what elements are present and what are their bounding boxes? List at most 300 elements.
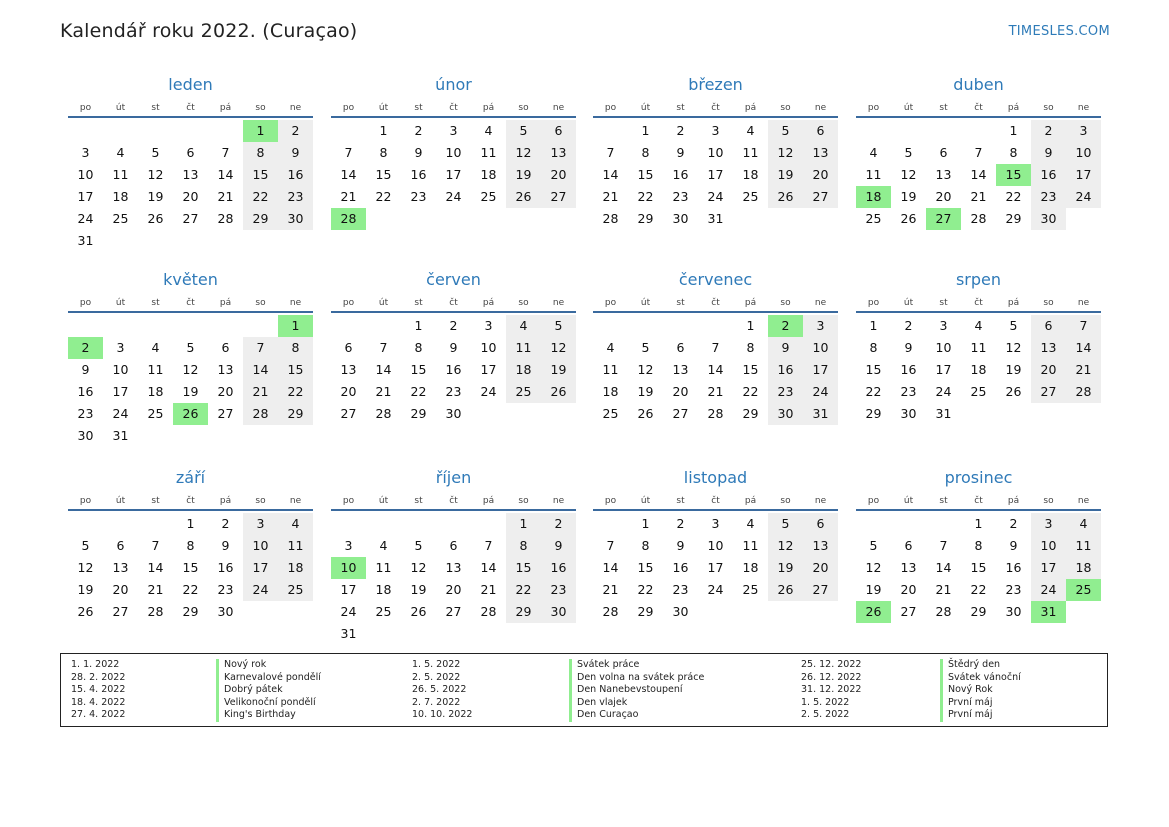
day-cell: 16: [1031, 164, 1066, 186]
weekday-label: čt: [974, 298, 983, 308]
weekday-label: pá: [482, 298, 495, 308]
day-cell: 6: [116, 538, 125, 553]
day-cell: 27: [340, 406, 357, 421]
day-cell: 3: [116, 340, 125, 355]
day-cell: 24: [1066, 186, 1101, 208]
empty-cell: [103, 120, 138, 142]
day-cell: 1: [186, 516, 195, 531]
day-cell: 26: [506, 186, 541, 208]
holiday-day-cell: 27: [926, 208, 961, 230]
day-cell: 20: [340, 384, 357, 399]
day-cell: 17: [1031, 557, 1066, 579]
empty-cell: [1031, 403, 1066, 425]
month-name: listopad: [683, 468, 748, 487]
day-cell: 16: [77, 384, 94, 399]
day-cell: 14: [970, 167, 987, 182]
day-cell: 30: [278, 208, 313, 230]
day-cell: 14: [217, 167, 234, 182]
day-cell: 19: [410, 582, 427, 597]
empty-cell: [506, 623, 541, 645]
day-cell: 5: [541, 315, 576, 337]
day-cell: 15: [970, 560, 987, 575]
legend-holiday-name: První máj: [940, 709, 1021, 722]
week-row: [331, 208, 576, 230]
day-cell: 9: [1031, 142, 1066, 164]
weekday-label: út: [640, 103, 651, 113]
day-cell: 30: [672, 604, 689, 619]
weekday-label: út: [640, 496, 651, 506]
week-row: [593, 359, 838, 381]
day-cell: 29: [637, 211, 654, 226]
empty-cell: [68, 315, 103, 337]
day-cell: 23: [541, 579, 576, 601]
weekday-label: pá: [1007, 103, 1020, 113]
day-cell: 19: [768, 164, 803, 186]
weekday-label: pá: [1007, 298, 1020, 308]
day-cell: 3: [1066, 120, 1101, 142]
empty-cell: [768, 601, 803, 623]
week-row: [856, 337, 1101, 359]
day-cell: 26: [541, 381, 576, 403]
day-cell: 27: [217, 406, 234, 421]
day-cell: 9: [768, 337, 803, 359]
week-row: [331, 315, 576, 337]
day-cell: 23: [672, 582, 689, 597]
weekday-label: st: [676, 103, 685, 113]
empty-cell: [138, 425, 173, 447]
weekday-label: st: [414, 103, 423, 113]
empty-cell: [243, 425, 278, 447]
day-cell: 11: [602, 362, 619, 377]
weekday-label: út: [903, 103, 914, 113]
week-row: [331, 623, 576, 645]
day-cell: 21: [375, 384, 392, 399]
day-cell: 5: [506, 120, 541, 142]
week-row: [68, 315, 313, 337]
holiday-day-cell: 18: [856, 186, 891, 208]
empty-cell: [471, 403, 506, 425]
legend-holiday-name: Štědrý den: [940, 659, 1021, 672]
legend-date: 1. 1. 2022: [71, 659, 120, 670]
day-cell: 11: [970, 340, 987, 355]
day-cell: 28: [707, 406, 724, 421]
day-cell: 4: [869, 145, 878, 160]
month-5: [68, 269, 313, 447]
day-cell: 29: [742, 406, 759, 421]
day-cell: 16: [541, 557, 576, 579]
month-8: [856, 269, 1101, 425]
day-cell: 24: [1031, 579, 1066, 601]
month-2: [331, 74, 576, 230]
day-cell: 1: [746, 318, 755, 333]
week-row: [68, 425, 313, 447]
day-cell: 19: [541, 359, 576, 381]
day-cell: 23: [672, 189, 689, 204]
weekday-label: ne: [814, 298, 827, 308]
day-cell: 19: [637, 384, 654, 399]
week-row: [593, 403, 838, 425]
day-cell: 2: [278, 120, 313, 142]
day-cell: 29: [506, 601, 541, 623]
day-cell: 5: [768, 120, 803, 142]
holiday-day-cell: 1: [243, 120, 278, 142]
empty-cell: [541, 403, 576, 425]
day-cell: 22: [637, 189, 654, 204]
day-cell: 21: [340, 189, 357, 204]
day-cell: 25: [602, 406, 619, 421]
week-row: [856, 403, 1101, 425]
day-cell: 4: [116, 145, 125, 160]
day-cell: 21: [935, 582, 952, 597]
weekday-label: so: [518, 103, 529, 113]
day-cell: 1: [414, 318, 423, 333]
day-cell: 2: [541, 513, 576, 535]
day-cell: 4: [151, 340, 160, 355]
empty-cell: [593, 513, 628, 535]
empty-cell: [243, 601, 278, 623]
day-cell: 1: [641, 516, 650, 531]
day-cell: 5: [1009, 318, 1018, 333]
day-cell: 1: [974, 516, 983, 531]
weekday-label: út: [378, 496, 389, 506]
day-cell: 9: [1009, 538, 1018, 553]
month-1: [68, 74, 313, 252]
day-cell: 31: [340, 626, 357, 641]
day-cell: 30: [900, 406, 917, 421]
day-cell: 2: [449, 318, 458, 333]
day-cell: 19: [865, 582, 882, 597]
day-cell: 26: [410, 604, 427, 619]
day-cell: 19: [77, 582, 94, 597]
day-cell: 19: [900, 189, 917, 204]
legend-names-col-1: [216, 659, 321, 722]
day-cell: 22: [278, 381, 313, 403]
week-row: [68, 186, 313, 208]
day-cell: 25: [278, 579, 313, 601]
day-cell: 2: [676, 123, 685, 138]
day-cell: 31: [77, 233, 94, 248]
month-name: duben: [953, 75, 1004, 94]
day-cell: 18: [742, 560, 759, 575]
day-cell: 16: [672, 560, 689, 575]
day-cell: 24: [935, 384, 952, 399]
day-cell: 10: [1066, 142, 1101, 164]
empty-cell: [663, 315, 698, 337]
weekday-label: ne: [1077, 298, 1090, 308]
empty-cell: [856, 513, 891, 535]
weekday-label: so: [518, 496, 529, 506]
day-cell: 12: [182, 362, 199, 377]
day-cell: 10: [480, 340, 497, 355]
week-row: [68, 513, 313, 535]
day-cell: 5: [904, 145, 913, 160]
day-cell: 17: [445, 167, 462, 182]
weekday-label: st: [676, 496, 685, 506]
day-cell: 17: [1066, 164, 1101, 186]
week-row: [68, 142, 313, 164]
day-cell: 3: [484, 318, 493, 333]
empty-cell: [331, 513, 366, 535]
day-cell: 22: [1005, 189, 1022, 204]
month-name: září: [175, 468, 206, 487]
weekday-label: so: [1043, 103, 1054, 113]
day-cell: 25: [375, 604, 392, 619]
week-row: [593, 381, 838, 403]
day-cell: 23: [217, 582, 234, 597]
day-cell: 8: [641, 538, 650, 553]
legend-holiday-name: Nový rok: [216, 659, 321, 672]
day-cell: 7: [344, 145, 353, 160]
day-cell: 9: [81, 362, 90, 377]
legend-holiday-name: Svátek práce: [569, 659, 704, 672]
day-cell: 31: [112, 428, 129, 443]
day-cell: 9: [414, 145, 423, 160]
day-cell: 5: [186, 340, 195, 355]
day-cell: 28: [602, 604, 619, 619]
empty-cell: [173, 230, 208, 252]
day-cell: 22: [410, 384, 427, 399]
month-name: březen: [688, 75, 743, 94]
day-cell: 4: [506, 315, 541, 337]
week-row: [593, 186, 838, 208]
day-cell: 25: [970, 384, 987, 399]
week-row: [856, 535, 1101, 557]
day-cell: 6: [221, 340, 230, 355]
day-cell: 3: [243, 513, 278, 535]
empty-cell: [996, 403, 1031, 425]
weekday-label: pá: [744, 496, 757, 506]
day-cell: 10: [1031, 535, 1066, 557]
weekday-label: pá: [219, 298, 232, 308]
day-cell: 18: [375, 582, 392, 597]
empty-cell: [68, 513, 103, 535]
day-cell: 30: [445, 406, 462, 421]
empty-cell: [891, 513, 926, 535]
weekday-header: [331, 100, 576, 118]
weekday-label: po: [342, 496, 355, 506]
day-cell: 2: [414, 123, 423, 138]
weekday-label: po: [342, 103, 355, 113]
empty-cell: [331, 120, 366, 142]
weekday-label: ne: [1077, 103, 1090, 113]
legend-date: 26. 5. 2022: [412, 684, 467, 696]
empty-cell: [471, 623, 506, 645]
day-cell: 12: [506, 142, 541, 164]
day-cell: 24: [480, 384, 497, 399]
week-row: [593, 557, 838, 579]
day-cell: 20: [672, 384, 689, 399]
day-cell: 7: [1066, 315, 1101, 337]
day-cell: 17: [803, 359, 838, 381]
day-cell: 6: [344, 340, 353, 355]
day-cell: 18: [278, 557, 313, 579]
day-cell: 19: [768, 557, 803, 579]
day-cell: 3: [711, 123, 720, 138]
week-row: [856, 208, 1101, 230]
day-cell: 3: [81, 145, 90, 160]
day-cell: 18: [1066, 557, 1101, 579]
day-cell: 7: [484, 538, 493, 553]
day-cell: 8: [186, 538, 195, 553]
weekday-label: čt: [711, 496, 720, 506]
day-cell: 18: [506, 359, 541, 381]
weekday-label: čt: [711, 298, 720, 308]
day-cell: 7: [221, 145, 230, 160]
day-cell: 28: [935, 604, 952, 619]
day-cell: 12: [768, 535, 803, 557]
empty-cell: [926, 513, 961, 535]
day-cell: 20: [541, 164, 576, 186]
weekday-label: čt: [186, 298, 195, 308]
day-cell: 9: [278, 142, 313, 164]
day-cell: 13: [900, 560, 917, 575]
week-row: [593, 513, 838, 535]
day-cell: 30: [672, 211, 689, 226]
day-cell: 27: [803, 186, 838, 208]
empty-cell: [366, 208, 401, 230]
legend-holiday-name: První máj: [940, 697, 1021, 710]
week-row: [331, 337, 576, 359]
empty-cell: [208, 315, 243, 337]
day-cell: 12: [147, 167, 164, 182]
day-cell: 25: [506, 381, 541, 403]
day-cell: 23: [278, 186, 313, 208]
day-cell: 1: [379, 123, 388, 138]
legend-date: 31. 12. 2022: [801, 684, 862, 696]
day-cell: 23: [410, 189, 427, 204]
day-cell: 13: [541, 142, 576, 164]
empty-cell: [331, 315, 366, 337]
week-row: [593, 579, 838, 601]
weekday-label: pá: [219, 496, 232, 506]
day-cell: 31: [803, 403, 838, 425]
day-cell: 25: [480, 189, 497, 204]
day-cell: 9: [676, 538, 685, 553]
weekday-label: út: [378, 103, 389, 113]
weekday-label: st: [151, 298, 160, 308]
weekday-label: út: [115, 496, 126, 506]
day-cell: 21: [480, 582, 497, 597]
day-cell: 14: [243, 359, 278, 381]
weekday-label: čt: [449, 298, 458, 308]
week-row: [856, 579, 1101, 601]
day-cell: 6: [803, 513, 838, 535]
empty-cell: [173, 120, 208, 142]
month-name: únor: [435, 75, 472, 94]
week-row: [593, 535, 838, 557]
week-row: [68, 164, 313, 186]
day-cell: 10: [112, 362, 129, 377]
day-cell: 8: [641, 145, 650, 160]
empty-cell: [366, 315, 401, 337]
legend-date: 2. 5. 2022: [801, 709, 850, 721]
legend-holiday-name: Den vlajek: [569, 697, 704, 710]
day-cell: 21: [147, 582, 164, 597]
day-cell: 5: [81, 538, 90, 553]
day-cell: 19: [506, 164, 541, 186]
month-name: říjen: [435, 468, 472, 487]
day-cell: 21: [707, 384, 724, 399]
day-cell: 27: [900, 604, 917, 619]
weekday-label: st: [414, 298, 423, 308]
day-cell: 30: [1005, 604, 1022, 619]
weekday-label: so: [518, 298, 529, 308]
day-cell: 21: [243, 381, 278, 403]
day-cell: 7: [974, 145, 983, 160]
day-cell: 20: [112, 582, 129, 597]
weekday-label: út: [115, 298, 126, 308]
day-cell: 17: [112, 384, 129, 399]
week-row: [331, 403, 576, 425]
day-cell: 13: [803, 535, 838, 557]
day-cell: 30: [768, 403, 803, 425]
day-cell: 26: [147, 211, 164, 226]
holiday-day-cell: 10: [331, 557, 366, 579]
day-cell: 13: [1031, 337, 1066, 359]
weekday-label: čt: [974, 103, 983, 113]
day-cell: 12: [77, 560, 94, 575]
day-cell: 20: [935, 189, 952, 204]
empty-cell: [366, 513, 401, 535]
week-row: [856, 120, 1101, 142]
day-cell: 13: [340, 362, 357, 377]
weekday-label: po: [867, 496, 880, 506]
weekday-label: ne: [552, 496, 565, 506]
day-cell: 27: [182, 211, 199, 226]
day-cell: 13: [445, 560, 462, 575]
day-cell: 9: [676, 145, 685, 160]
week-row: [68, 579, 313, 601]
day-cell: 16: [1005, 560, 1022, 575]
week-row: [593, 142, 838, 164]
day-cell: 23: [1031, 186, 1066, 208]
day-cell: 11: [112, 167, 129, 182]
empty-cell: [733, 208, 768, 230]
page-title: Kalendář roku 2022. (Curaçao): [60, 20, 358, 42]
day-cell: 29: [865, 406, 882, 421]
brand-link[interactable]: TIMESLES.COM: [1008, 24, 1110, 39]
day-cell: 18: [742, 167, 759, 182]
day-cell: 8: [278, 337, 313, 359]
day-cell: 7: [151, 538, 160, 553]
weekday-label: ne: [1077, 496, 1090, 506]
holiday-day-cell: 25: [1066, 579, 1101, 601]
day-cell: 4: [746, 123, 755, 138]
day-cell: 5: [869, 538, 878, 553]
day-cell: 18: [602, 384, 619, 399]
day-cell: 28: [217, 211, 234, 226]
day-cell: 29: [970, 604, 987, 619]
empty-cell: [1066, 208, 1101, 230]
empty-cell: [593, 120, 628, 142]
day-cell: 4: [1066, 513, 1101, 535]
day-cell: 15: [637, 167, 654, 182]
weekday-label: po: [604, 496, 617, 506]
week-row: [331, 359, 576, 381]
day-cell: 26: [768, 186, 803, 208]
day-cell: 15: [506, 557, 541, 579]
day-cell: 4: [278, 513, 313, 535]
weekday-header: [68, 493, 313, 511]
holiday-day-cell: 26: [173, 403, 208, 425]
empty-cell: [138, 230, 173, 252]
day-cell: 13: [182, 167, 199, 182]
empty-cell: [138, 120, 173, 142]
weekday-label: ne: [552, 298, 565, 308]
weekday-label: so: [255, 103, 266, 113]
day-cell: 7: [939, 538, 948, 553]
weekday-label: pá: [744, 298, 757, 308]
